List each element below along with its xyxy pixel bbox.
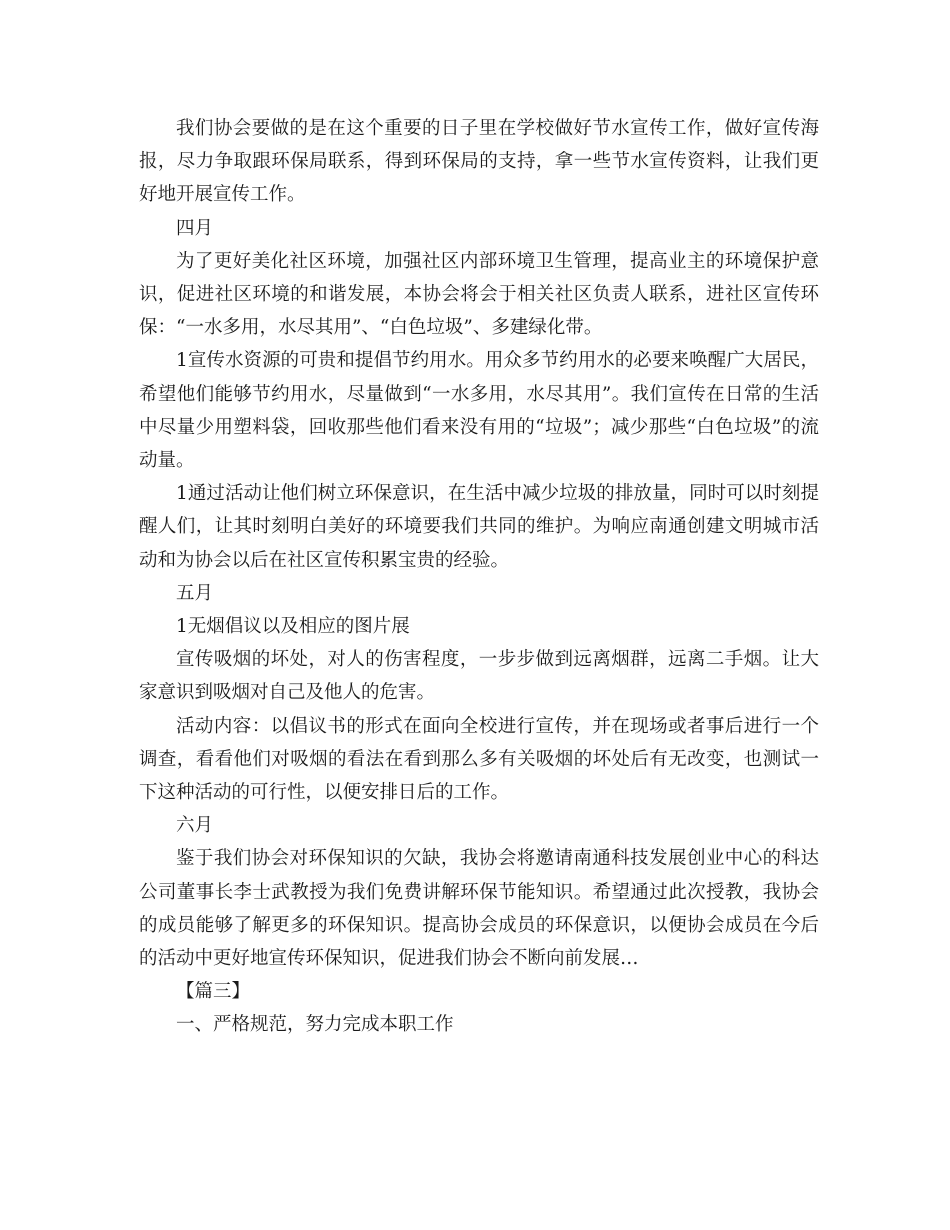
document-body (139, 112, 819, 1042)
paragraph: 我们协会要做的是在这个重要的日子里在学校做好节水宣传工作，做好宣传海报，尽力争取跟环保局联系，得到环保局的支持，拿一些节水宣传资料，让我们更好地开展宣传工作。 (139, 118, 819, 206)
section-heading-april: 四月 (176, 217, 214, 239)
paragraph: 1宣传水资源的可贵和提倡节约用水。用众多节约用水的必要来唤醒广大居民，希望他们能够节约用水，尽量做到“一水多用，水尽其用”。我们宣传在日常的生活中尽量少用塑料袋，回收那些他们看来没有用的“垃圾”；减少那些“白色垃圾”的流动量。 (139, 350, 819, 472)
subsection-heading: 一、严格规范，努力完成本职工作 (176, 1014, 454, 1036)
paragraph: 为了更好美化社区环境，加强社区内部环境卫生管理，提高业主的环境保护意识，促进社区环境的和谐发展，本协会将会于相关社区负责人联系，进社区宣传环保：“一水多用，水尽其用”、“白色垃圾”、多建绿化带。 (139, 250, 819, 339)
section-heading-june: 六月 (176, 815, 214, 837)
paragraph: 鉴于我们协会对环保知识的欠缺，我协会将邀请南通科技发展创业中心的科达公司董事长李士武教授为我们免费讲解环保节能知识。希望通过此次授教，我协会的成员能够了解更多的环保知识。提高协会成员的环保意识，以便协会成员在今后的活动中更好地宣传环保知识，促进我们协会不断向前发展… (139, 848, 819, 970)
paragraph: 宣传吸烟的坏处，对人的伤害程度，一步步做到远离烟群，远离二手烟。让大家意识到吸烟对自己及他人的危害。 (139, 649, 819, 704)
paragraph: 1通过活动让他们树立环保意识，在生活中减少垃圾的排放量，同时可以时刻提醒人们，让其时刻明白美好的环境要我们共同的维护。为响应南通创建文明城市活动和为协会以后在社区宣传积累宝贵的经验。 (139, 483, 819, 571)
part-heading: 【篇三】 (176, 981, 251, 1003)
section-heading-may: 五月 (176, 582, 214, 604)
paragraph: 活动内容：以倡议书的形式在面向全校进行宣传，并在现场或者事后进行一个调查，看看他们对吸烟的看法在看到那么多有关吸烟的坏处后有无改变，也测试一下这种活动的可行性，以便安排日后的工作。 (139, 715, 819, 804)
paragraph: 1无烟倡议以及相应的图片展 (176, 616, 410, 638)
